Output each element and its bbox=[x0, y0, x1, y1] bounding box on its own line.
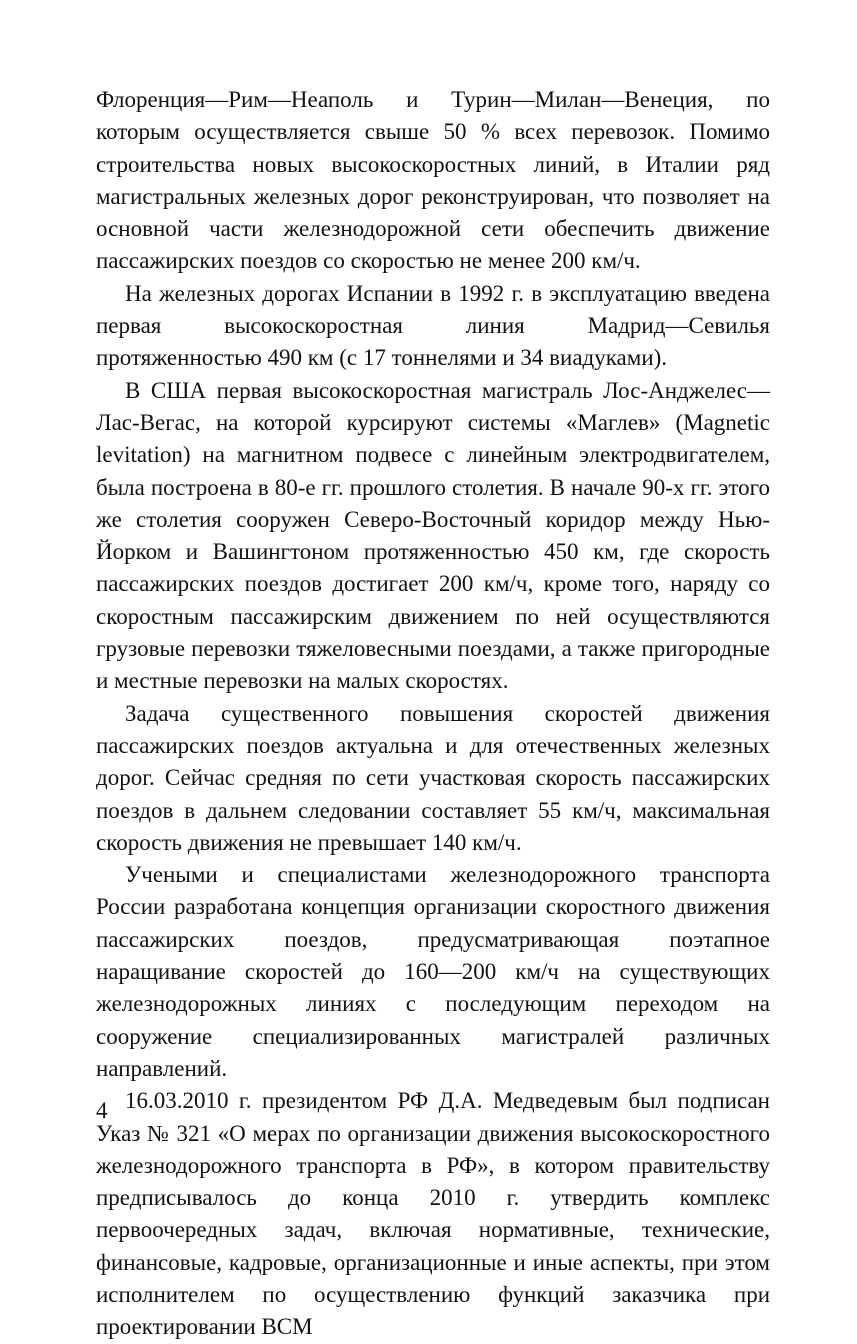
paragraph-italy-continuation: Флоренция—Рим—Неаполь и Турин—Милан—Венеция, по которым осуществляется свыше 50 % всех перевозок. Помимо строительства новых высокоскоростных линий, в Италии ряд магистральных железных дорог реконструирован, что позволяет на основной части железнодорожной сети обеспечить движение пассажирских поездов со скоростью не менее 200 км/ч. bbox=[96, 87, 770, 274]
page-body bbox=[96, 84, 770, 1344]
paragraph-domestic-task: Задача существенного повышения скоростей движения пассажирских поездов актуальна и для отечественных железных дорог. Сейчас средняя по сети участковая скорость пассажирских поездов в дальнем следовании составляет 55 км/ч, максимальная скорость движения не превышает 140 км/ч. bbox=[96, 700, 770, 855]
paragraph-decree: 16.03.2010 г. президентом РФ Д.А. Медведевым был подписан Указ № 321 «О мерах по организации движения высокоскоростного железнодорожного транспорта в РФ», в котором правительству предписывалось до конца 2010 г. утвердить комплекс первоочередных задач, включая нормативные, технические, финансовые, кадровые, организационные и иные аспекты, при этом исполнителем по осуществлению функций заказчика при проектировании ВСМ bbox=[96, 1088, 770, 1340]
paragraph-spain: На железных дорогах Испании в 1992 г. в эксплуатацию введена первая высокоскоростная линия Мадрид—Севилья протяженностью 490 км (с 17 тоннелями и 34 виадуками). bbox=[96, 280, 770, 371]
page-number: 4 bbox=[96, 1098, 108, 1123]
paragraph-usa: В США первая высокоскоростная магистраль Лос-Анджелес—Лас-Вегас, на которой курсируют системы «Маглев» (Magnetic levitation) на магнитном подвесе с линейным электродвигателем, была построена в 80-е гг. прошлого столетия. В начале 90-х гг. этого же столетия сооружен Северо-Восточный коридор между Нью-Йорком и Вашингтоном протяженностью 450 км, где скорость пассажирских поездов достигает 200 км/ч, кроме того, наряду со скоростным пассажирским движением по ней осуществляются грузовые перевозки тяжеловесными поездами, а также пригородные и местные перевозки на малых скоростях. bbox=[96, 377, 770, 694]
paragraph-concept: Учеными и специалистами железнодорожного транспорта России разработана концепция организации скоростного движения пассажирских поездов, предусматривающая поэтапное наращивание скоростей до 160—200 км/ч на существующих железнодорожных линиях с последующим переходом на сооружение специализированных магистралей различных направлений. bbox=[96, 862, 770, 1081]
